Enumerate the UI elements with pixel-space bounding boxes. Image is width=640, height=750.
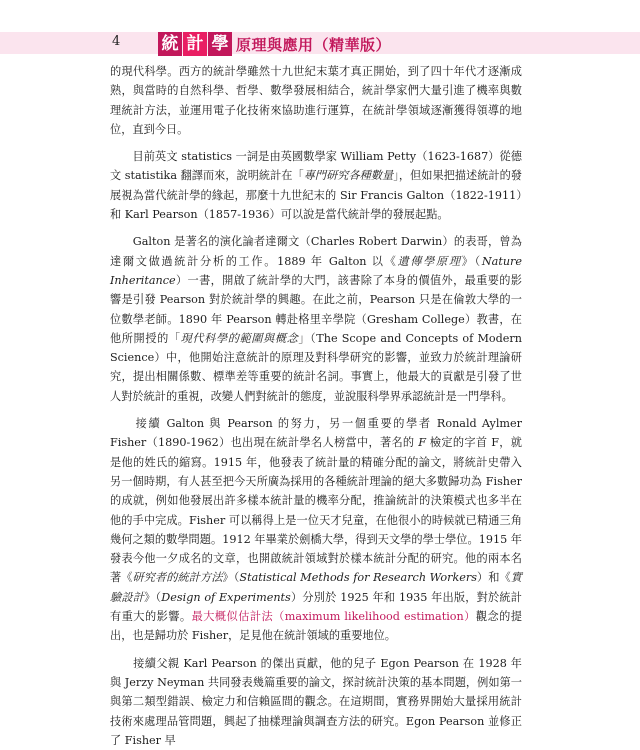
p4-f-letter: F [418,436,427,450]
p2-text-c: 」，但如果把描述統計的發展視為當代統計學的緣起，那麼十九世紀末的 Sir Francis Galton（1822-1911）和 Karl Pearson（1857-1936）可以說是當代統計學的發展起點。 [110,169,522,222]
book-title [158,30,391,58]
p4-text-i: 》（ [144,590,162,604]
title-char-1: 統 [158,32,182,56]
p5-text: 接續父親 Karl Pearson 的傑出貢獻，他的兒子 Egon Pearson 在 1928 年與 Jerzy Neyman 共同發表幾篇重要的論文，探討統計決策的基本問題，例如第一與第二類型錯誤、檢定力和信賴區間的觀念。在這期間，實務界開始大量採用統計技術來處理品管問題，興起了抽樣理論與調查方法的研究。Egon Pearson 並修正了 Fisher 早 [110,656,522,747]
p3-text-g: 」（The Scope and Concepts of Modern Science）中，他開始注意統計的原理及對科學研究的影響，並致力於統計理論研究，提出相關係數、標準差等重要的統計名詞。事實上，他最大的貢獻是引發了世人對於統計的重視，改變人們對統計的態度，並說服科學界承認統計是一門學科。 [110,331,522,403]
p4-text-k: ）分別於 1925 年和 1935 年出版，對於統計有重大的影響。 [110,590,522,624]
page-header [0,26,640,58]
paragraph-1 [110,62,522,139]
paragraph-5 [110,654,522,750]
p4-book1-en: Statistical Methods for Research Workers [239,571,477,585]
p3-book-title-zh: 遺傳學原理 [397,254,462,268]
paragraph-2 [110,147,522,224]
p3-book-title-en: Nature Inheritance [110,254,522,287]
p3-text-a: Galton 是著名的演化論者達爾文（Charles Robert Darwin）的表哥，曾為達爾文做過統計分析的工作。1889 年 Galton 以《 [110,235,522,268]
p4-text-c: 檢定的字首 F，就是他的姓氏的縮寫。1915 年，他發表了統計量的精確分配的論文，將統計史帶入另一個時期，有人甚至把今天所廣為採用的各種統計理論的絕大多數歸功為 Fisher 的成就，例如他發展出許多樣本統計量的機率分配，推論統計的決策模式也多半在他的手中完成。Fisher 可以稱得上是一位天才兒童，在他很小的時候就已精通三角幾何之類的數學問題。1912 年畢業於劍橋大學，得到天文學的學士學位。1915 年發表今他一夕成名的文章，也開啟統計領域對於樣本統計分配的研究。他的兩本名著《 [110,436,522,585]
book-subtitle: 原理與應用（精華版） [236,35,392,54]
p3-course-title: 現代科學的範圍與概念 [180,331,299,345]
p2-quote: 專門研究各種數量 [303,169,394,183]
title-char-3: 學 [208,32,232,56]
p4-book2-zh: 實驗設計 [110,571,522,604]
title-char-2: 計 [183,32,207,56]
body-text [110,62,522,750]
paragraph-4 [110,414,522,646]
p4-book1-zh: 研究者的統計方法 [132,571,223,585]
p3-text-e: ）一書，開啟了統計學的大門，該書除了本身的價值外，最重要的影響是引發 Pearson 對於統計學的興趣。在此之前，Pearson 只是在倫敦大學的一位數學老師。1890 年 Pearson 轉赴格里辛學院（Gresham College）教書，在他所開授的「 [110,273,522,345]
p4-text-m: 觀念的提出，也是歸功於 Fisher，足見他在統計領域的重要地位。 [110,610,522,643]
p4-book2-en: Design of Experiments [161,590,291,604]
paragraph-1-text: 的現代科學。西方的統計學雖然十九世紀末葉才真正開始，到了四十年代才逐漸成熟，與當時的自然科學、哲學、數學發展相結合，統計學家們大量引進了機率與數理統計方法，並運用電子化技術來協助進行運算，在統計學領域逐漸獲得領導的地位，直到今日。 [110,65,522,136]
p4-text-e: 》（ [222,571,240,585]
p4-text-a: 接續 Galton 與 Pearson 的努力，另一個重要的學者 Ronald Aylmer Fisher（1890-1962）也出現在統計學名人榜當中，著名的 [110,417,522,450]
page-number: 4 [112,34,121,49]
p2-text-a: 目前英文 statistics 一詞是由英國數學家 William Petty（1623-1687）從德文 statistika 翻譯而來，說明統計在「 [110,150,522,183]
p4-highlight-term: 最大概似估計法（maximum likelihood estimation） [191,610,476,624]
p3-text-c: 》（ [461,254,482,268]
p4-text-g: ）和《 [476,571,511,585]
paragraph-3 [110,232,522,406]
